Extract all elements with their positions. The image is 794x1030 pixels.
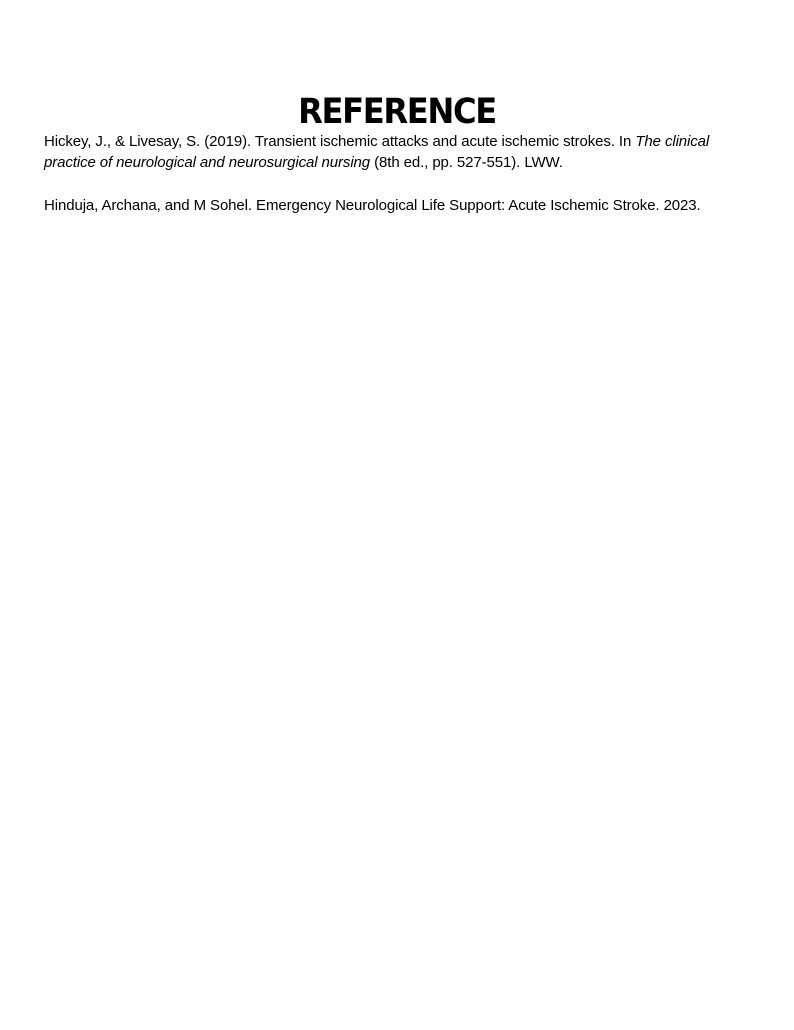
reference-entry-hinduja [44, 195, 754, 216]
reference-text: (8th ed., pp. 527-551). LWW. [370, 154, 563, 171]
reference-text: Hinduja, Archana, and M Sohel. Emergency Neurological Life Support: Acute Ischemic Stroke. 2023. [44, 197, 701, 214]
reference-book-title: The clinical practice of neurological and neurosurgical nursing [44, 133, 710, 171]
reference-text: Hickey, J., & Livesay, S. (2019). Transient ischemic attacks and acute ischemic strokes. In [44, 133, 636, 150]
page-title: REFERENCE [298, 92, 496, 133]
reference-entry-hickey [44, 131, 754, 173]
reference-list [44, 131, 754, 238]
